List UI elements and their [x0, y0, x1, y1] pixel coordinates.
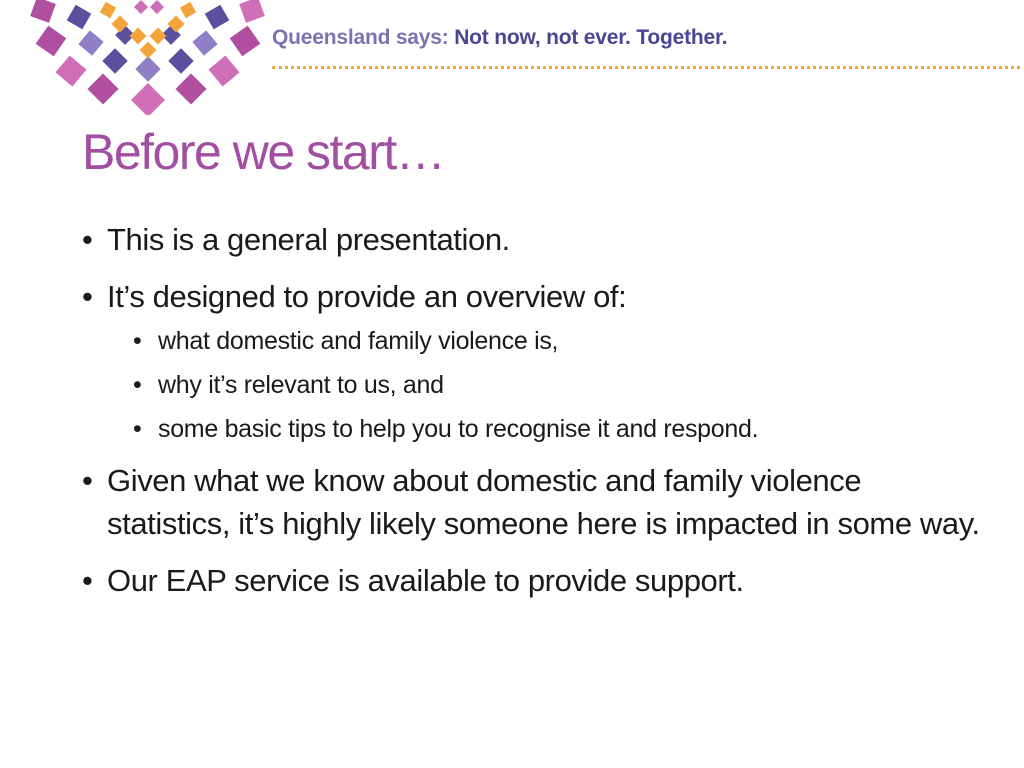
bullet-text: Our EAP service is available to provide support.: [107, 563, 744, 598]
sub-bullet-item: [107, 407, 982, 451]
banner-tagline: Not now, not ever. Together.: [454, 26, 728, 49]
dotted-divider: [272, 66, 1020, 69]
bullet-item: [82, 275, 982, 451]
bullet-item: [82, 218, 982, 261]
sub-bullet-text: what domestic and family violence is,: [158, 327, 559, 355]
sub-bullet-text: some basic tips to help you to recognise it and respond.: [158, 415, 759, 443]
bullet-text: It’s designed to provide an overview of:: [107, 279, 627, 314]
campaign-banner: [272, 26, 727, 50]
bullet-marker-icon: •: [133, 415, 142, 443]
bullet-marker-icon: •: [82, 463, 93, 498]
bullet-text: Given what we know about domestic and family violence statistics, it’s highly likely someone here is impacted in some way.: [107, 463, 980, 541]
bullet-item: [82, 559, 982, 602]
sub-bullet-item: [107, 363, 982, 407]
bullet-marker-icon: •: [82, 222, 93, 257]
bullet-item: [82, 459, 982, 545]
queensland-logo-icon: [30, 0, 270, 115]
bullet-text: This is a general presentation.: [107, 222, 510, 257]
bullet-marker-icon: •: [133, 371, 142, 399]
bullet-list: [82, 218, 982, 616]
banner-prefix: Queensland says:: [272, 26, 449, 49]
sub-bullet-list: [107, 319, 982, 451]
sub-bullet-item: [107, 319, 982, 363]
sub-bullet-text: why it’s relevant to us, and: [158, 371, 444, 399]
bullet-marker-icon: •: [133, 327, 142, 355]
slide-title: Before we start…: [82, 124, 445, 180]
bullet-marker-icon: •: [82, 279, 93, 314]
bullet-marker-icon: •: [82, 563, 93, 598]
